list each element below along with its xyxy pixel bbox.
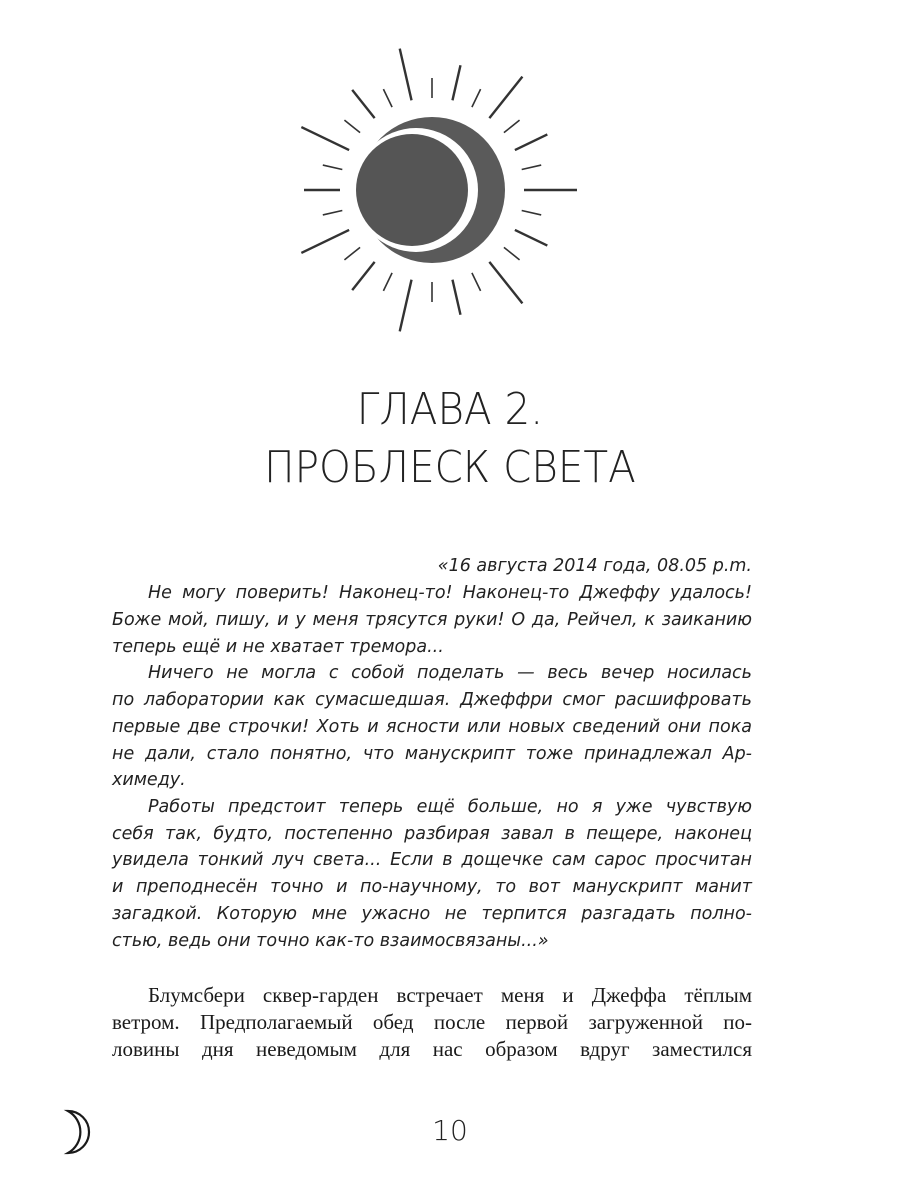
body-line: ветром. Предполагаемый обед после первой загруженной по- (112, 1010, 752, 1034)
eclipse-sun-icon (282, 40, 582, 340)
diary-line: загадкой. Которую мне ужасно не терпится разгадать полно- (112, 904, 752, 924)
diary-line: и преподнесён точно и по-научному, то вот манускрипт манит (112, 877, 752, 897)
sun-ray (522, 210, 541, 214)
sun-ray (352, 90, 374, 118)
diary-line: химеду. (112, 770, 186, 790)
diary-line: не дали, стало понятно, что манускрипт тоже принадлежал Ар- (112, 744, 752, 764)
diary-date: «16 августа 2014 года, 08.05 p.m. (437, 556, 752, 576)
diary-line: увидела тонкий луч света... Если в дощечке сам сарос просчитан (112, 850, 752, 870)
diary-line: Работы предстоит теперь ещё больше, но я уже чувствую (148, 797, 752, 817)
sun-ray (352, 262, 374, 290)
sun-ray (504, 120, 520, 132)
sun-ray (452, 65, 460, 100)
body-line: Блумсбери сквер-гарден встречает меня и Джеффа тёплым (148, 983, 752, 1007)
sun-ray (452, 280, 460, 315)
sun-ray (301, 230, 349, 253)
diary-line: стью, ведь они точно как-то взаимосвязаны...» (112, 931, 549, 951)
inner-disk (356, 134, 468, 246)
sun-ray (344, 247, 360, 259)
diary-line: первые две строчки! Хоть и ясности или новых сведений они пока (112, 717, 752, 737)
sun-ray (489, 77, 522, 118)
diary-line: Не могу поверить! Наконец-то! Наконец-то Джеффу удалось! (148, 583, 752, 603)
sun-ray (504, 247, 520, 259)
sun-ray (323, 210, 342, 214)
sun-ray (489, 262, 522, 303)
diary-line: Ничего не могла с собой поделать — весь вечер носилась (148, 663, 752, 683)
sun-ray (522, 165, 541, 169)
page-number: 10 (432, 1114, 468, 1147)
diary-line: Боже мой, пишу, и у меня трясутся руки! О да, Рейчел, к заиканию (112, 610, 752, 630)
diary-line: теперь ещё и не хватает тремора... (112, 637, 444, 657)
sun-ray (515, 230, 547, 246)
chapter-title-line-1: ГЛАВА 2. (356, 384, 544, 435)
sun-ray (400, 49, 412, 101)
diary-line: себя так, будто, постепенно разбирая завал в пещере, наконец (112, 824, 752, 844)
chapter-title-line-2: ПРОБЛЕСК СВЕТА (264, 442, 636, 493)
sun-ray (515, 134, 547, 150)
sun-ray (400, 280, 412, 332)
sun-ray (301, 127, 349, 150)
body-line: ловины дня неведомым для нас образом вдруг заместился (112, 1037, 752, 1061)
sun-ray (383, 89, 392, 107)
sun-ray (383, 273, 392, 291)
sun-ray (472, 273, 481, 291)
diary-line: по лаборатории как сумасшедшая. Джеффри смог расшифровать (112, 690, 752, 710)
sun-ray (323, 165, 342, 169)
sun-ray (472, 89, 481, 107)
sun-ray (344, 120, 360, 132)
